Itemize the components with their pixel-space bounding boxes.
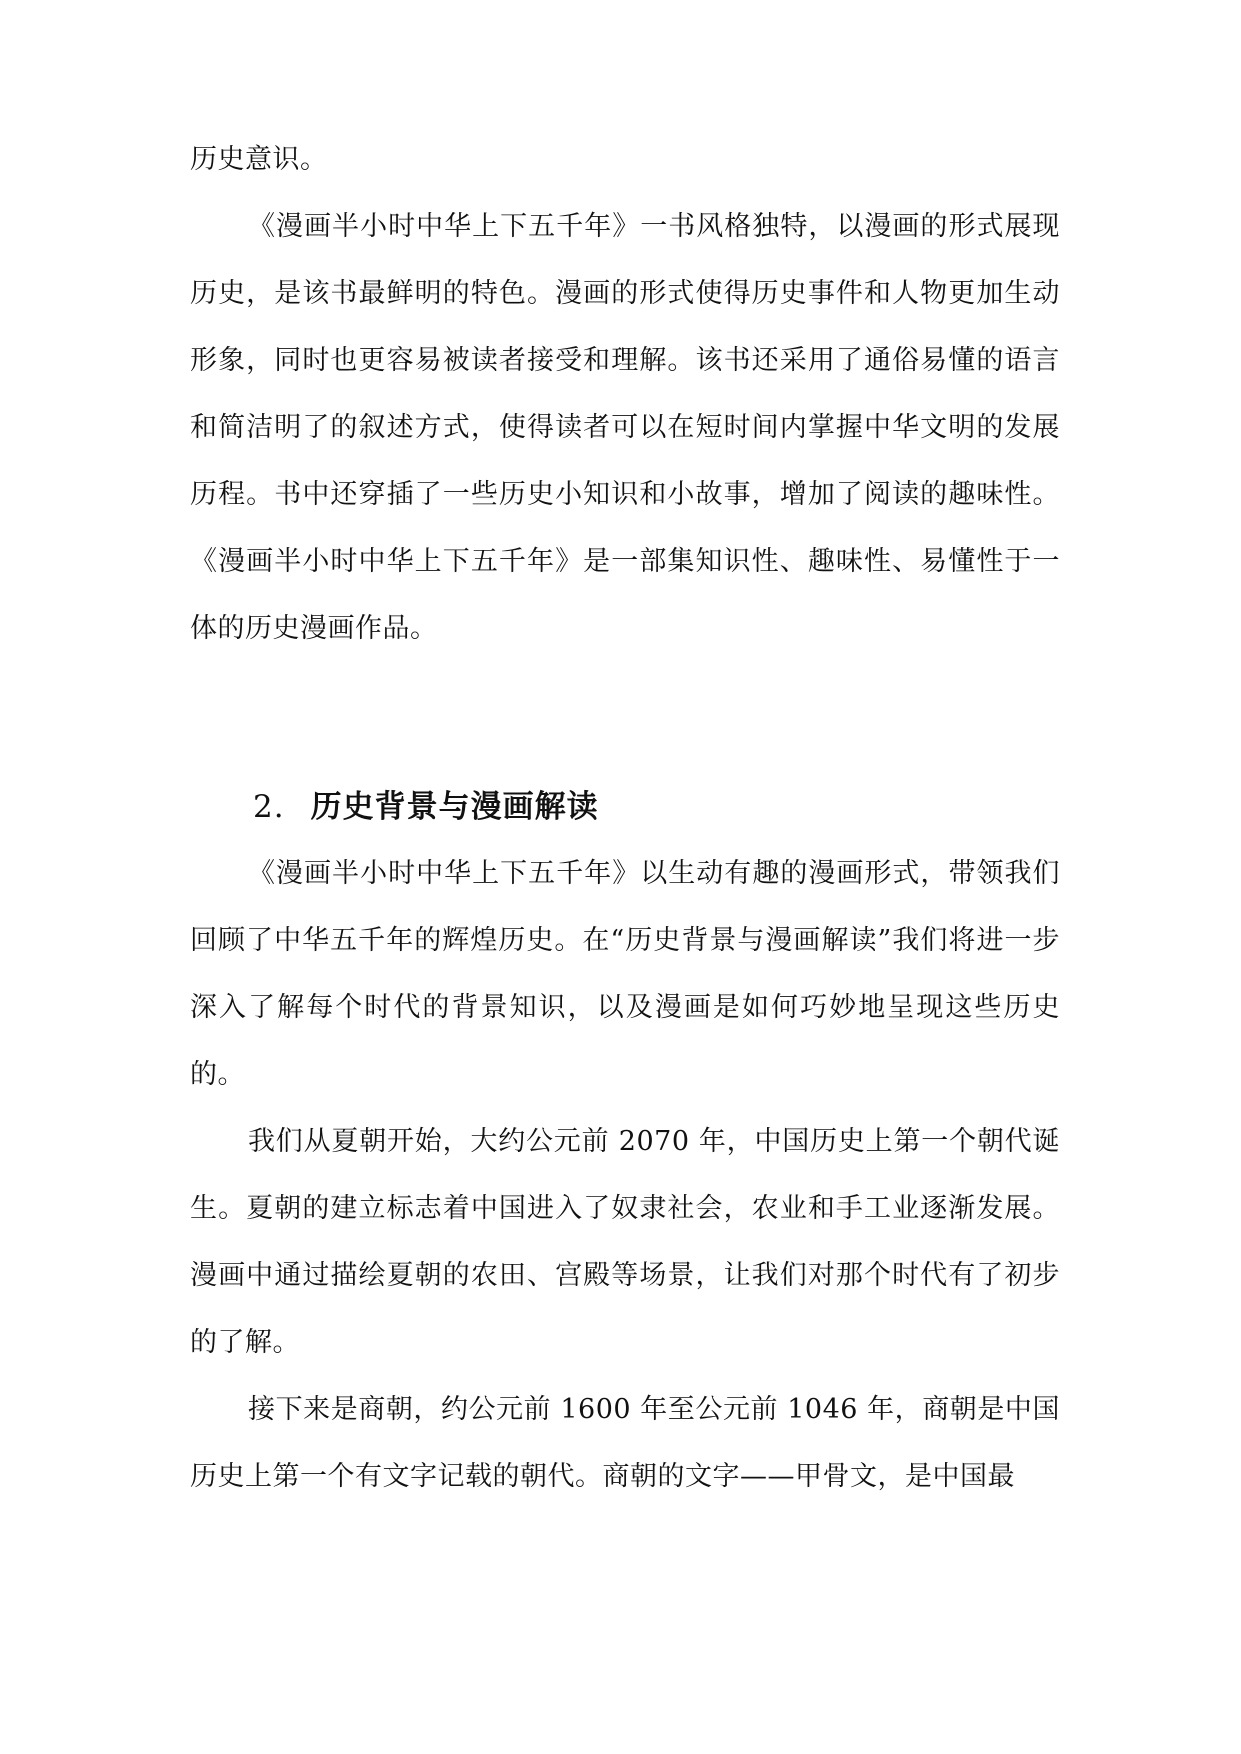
paragraph-section-intro: 《漫画半小时中华上下五千年》以生动有趣的漫画形式，带领我们回顾了中华五千年的辉煌历史。在“历史背景与漫画解读”我们将进一步深入了解每个时代的背景知识，以及漫画是如何巧妙地呈现这些历史的。 — [190, 858, 1060, 1090]
section-heading — [253, 785, 599, 830]
paragraph-xia-dynasty: 我们从夏朝开始，大约公元前 2070 年，中国历史上第一个朝代诞生。夏朝的建立标志着中国进入了奴隶社会，农业和手工业逐渐发展。漫画中通过描绘夏朝的农田、宫殿等场景，让我们对那个时代有了初步的了解。 — [190, 1126, 1060, 1358]
paragraph-continuation: 历史意识。 — [190, 144, 328, 175]
section-title: 历史背景与漫画解读 — [310, 789, 599, 825]
paragraph-shang-dynasty: 接下来是商朝，约公元前 1600 年至公元前 1046 年，商朝是中国历史上第一个有文字记载的朝代。商朝的文字——甲骨文，是中国最 — [190, 1394, 1060, 1492]
paragraph-book-style: 《漫画半小时中华上下五千年》一书风格独特，以漫画的形式展现历史，是该书最鲜明的特色。漫画的形式使得历史事件和人物更加生动形象，同时也更容易被读者接受和理解。该书还采用了通俗易懂的语言和简洁明了的叙述方式，使得读者可以在短时间内掌握中华文明的发展历程。书中还穿插了一些历史小知识和小故事，增加了阅读的趣味性。《漫画半小时中华上下五千年》是一部集知识性、趣味性、易懂性于一体的历史漫画作品。 — [190, 211, 1060, 644]
section-number: 2. — [253, 789, 285, 825]
